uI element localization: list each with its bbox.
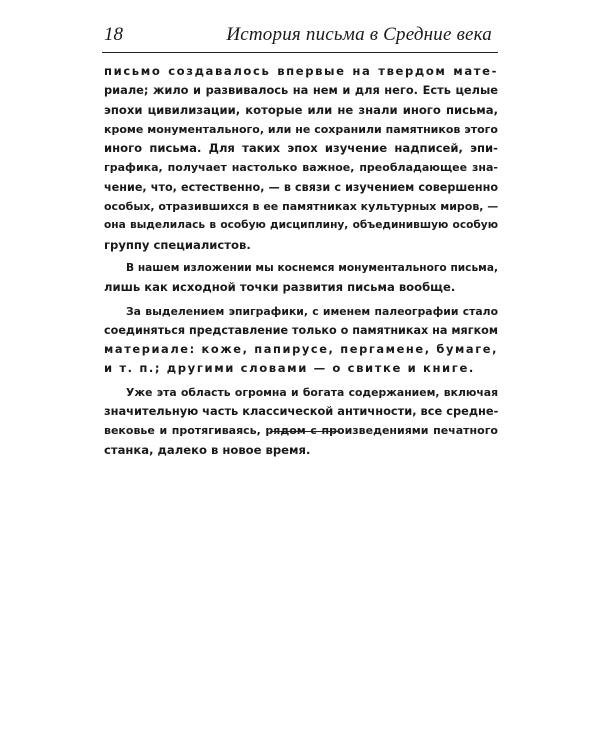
header-rule bbox=[102, 52, 498, 53]
paragraph-1 bbox=[104, 62, 498, 255]
body-text bbox=[104, 62, 498, 460]
paragraph-2 bbox=[104, 259, 498, 298]
text-line: она выделилась в особую дисциплину, объединившую особую bbox=[104, 219, 498, 232]
text-line: значительную часть классической античности, все средне- bbox=[104, 404, 499, 419]
text-line: кроме монументального, или не сохранили памятников этого bbox=[104, 122, 498, 136]
text-line: и т. п.; другими словами — о свитке и книге. bbox=[104, 361, 475, 376]
text-line: риале; жило и развивалось на нем и для него. Есть целые bbox=[104, 83, 498, 98]
text-line: письмо создавалось впервые на твердом мате- bbox=[104, 64, 498, 78]
running-title: История письма в Средние века bbox=[226, 24, 492, 45]
text-line: Уже эта область огромна и богата содержанием, включая bbox=[126, 385, 498, 399]
text-line: станка, далеко в новое время. bbox=[104, 442, 311, 457]
text-line: вековье и протягиваясь, рядом с произведениями печатного bbox=[104, 424, 498, 438]
paragraph-3 bbox=[104, 302, 498, 379]
paragraph-4 bbox=[104, 383, 498, 460]
text-line: лишь как исходной точки развития письма вообще. bbox=[104, 280, 456, 295]
text-line: графика, получает настолько важное, преобладающее зна- bbox=[104, 161, 498, 175]
text-line: В нашем изложении мы коснемся монументального письма, bbox=[126, 261, 498, 274]
text-line: группу специалистов. bbox=[104, 237, 251, 252]
text-line: особых, отразившихся в ее памятниках культурных миров, — bbox=[104, 200, 499, 214]
page-number: 18 bbox=[104, 24, 123, 45]
text-line: соединяться представление только о памятниках на мягком bbox=[104, 323, 498, 337]
text-line: материале: коже, папирусе, пергамене, бумаге, bbox=[104, 342, 498, 357]
page-header bbox=[104, 22, 498, 48]
text-line: чение, что, естественно, — в связи с изучением совершенно bbox=[104, 180, 498, 194]
section-end-rule bbox=[270, 431, 340, 432]
text-line: эпохи цивилизации, которые или не знали иного письма, bbox=[104, 102, 498, 117]
text-line: иного письма. Для таких эпох изучение надписей, эпи- bbox=[104, 141, 498, 156]
text-line: За выделением эпиграфики, с именем палеографии стало bbox=[126, 304, 498, 318]
